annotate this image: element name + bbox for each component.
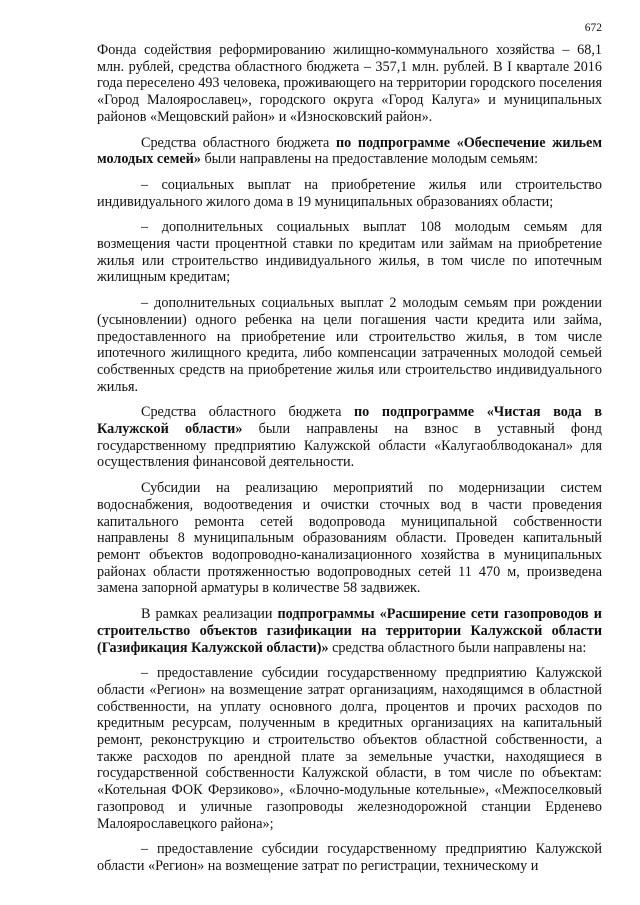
list-item-text: – предоставление субсидии государственному предприятию Калужской области «Регион» на возмещение затрат по регистрации, техническому и	[97, 841, 602, 874]
list-item-text: – дополнительных социальных выплат 2 молодым семьям при рождении (усыновлении) одного ребенка на цели погашения части кредита или займа, предоставленного на приобретение или строительство жилья, в том числе ипотечного жилищного кредита, либо компенсации затраченных молодой семьей собственных средств на приобретение жилья или строительство индивидуального жилья.	[97, 295, 602, 395]
paragraph-text: Средства областного бюджета	[141, 134, 336, 151]
list-item-text: – предоставление субсидии государственному предприятию Калужской области «Регион» на возмещение затрат организациям, находящимся в областной собственности, на уплату основного долга, процентов и прочих расходов по кредитным ресурсам, полученным в кредитных организациях на капитальный ремонт, реконструкцию и строительство объектов областной собственности, а также расходов по арендной плате за земельные участки, находящиеся в государственной собственности Калужской области, в том числе по объектам: «Котельная ФОК Ферзиково», «Блочно-модульные котельные», «Межпоселковый газопровод и уличные газопроводы железнодорожной станции Ерденево Малоярославецкого района»;	[97, 665, 602, 832]
list-item-text: – социальных выплат на приобретение жилья или строительство индивидуального жилого дома в 19 муниципальных образованиях области;	[97, 176, 602, 210]
paragraph-1	[97, 42, 602, 126]
subprogram-title-gas: подпрограммы «Расширение сети газопроводов и строительство объектов газификации на территории Калужской области (Газификация Калужской области)»	[97, 606, 602, 656]
paragraph-text: средства областного были направлены на:	[328, 639, 587, 656]
paragraph-text: Субсидии на реализацию мероприятий по модернизации систем водоснабжения, водоотведения и очистки сточных вод в части проведения капитального ремонта сетей водопровода муниципальной собственности направлены 8 муниципальным образованиям области. Проведен капитальный ремонт объектов водопроводно-канализационного хозяйства в муниципальных районах области протяженностью водопроводных сетей 11 470 м, произведена замена запорной арматуры в количестве 58 задвижек.	[97, 480, 602, 597]
page-number: 672	[584, 22, 602, 34]
paragraph-text: В рамках реализации	[141, 606, 278, 623]
paragraph-text: Фонда содействия реформированию жилищно-коммунального хозяйства – 68,1 млн. рублей, средства областного бюджета – 357,1 млн. рублей. В I квартале 2016 года переселено 493 человека, проживающего на территории городского поселения «Город Малоярославец», городского округа «Город Калуга» и муниципальных районов «Мещовский район» и «Износковский район».	[97, 42, 602, 125]
paragraph-6	[97, 404, 602, 471]
paragraph-3	[97, 177, 602, 210]
document-body	[97, 42, 602, 875]
paragraph-text: Средства областного бюджета	[141, 404, 354, 421]
paragraph-10	[97, 841, 602, 874]
subprogram-title-housing: по подпрограмме «Обеспечение жильем молодых семей»	[97, 134, 602, 168]
subprogram-title-water: по подпрограмме «Чистая вода в Калужской области»	[97, 404, 602, 438]
paragraph-7	[97, 480, 602, 597]
paragraph-5	[97, 295, 602, 395]
paragraph-4	[97, 219, 602, 286]
paragraph-8	[97, 606, 602, 656]
paragraph-text: были направлены на предоставление молодым семьям:	[200, 151, 539, 168]
paragraph-text: были направлены на взнос в уставный фонд государственному предприятию Калужской области «Калугаоблводоканал» для осуществления финансовой деятельности.	[97, 421, 602, 471]
paragraph-9	[97, 665, 602, 832]
paragraph-2	[97, 135, 602, 168]
list-item-text: – дополнительных социальных выплат 108 молодым семьям для возмещения части процентной ставки по кредитам или займам на приобретение жилья или строительство индивидуального жилья, в том числе по ипотечным жилищным кредитам;	[97, 219, 602, 286]
